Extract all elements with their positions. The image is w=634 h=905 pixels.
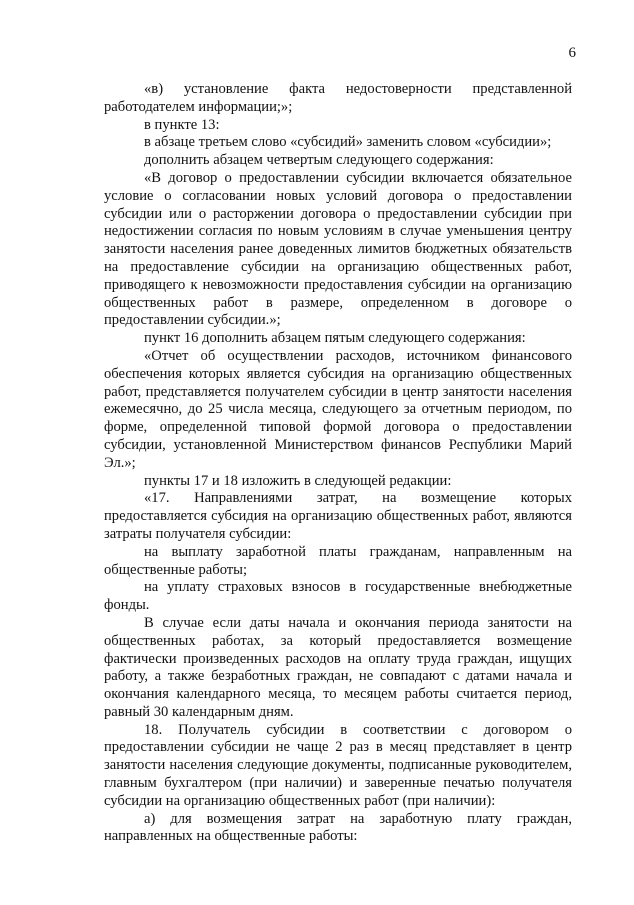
page-number: 6 <box>568 45 576 61</box>
paragraph: пункты 17 и 18 изложить в следующей редакции: <box>144 472 452 489</box>
paragraph: дополнить абзацем четвертым следующего содержания: <box>144 152 494 169</box>
paragraph: «в) установление факта недостоверности представленной работодателем информации;»; <box>104 81 572 115</box>
paragraph: пункт 16 дополнить абзацем пятым следующего содержания: <box>144 330 526 347</box>
document-body <box>104 81 572 846</box>
paragraph: «17. Направлениями затрат, на возмещение которых предоставляется субсидия на организацию общественных работ, являются затраты получателя субсидии: <box>104 490 572 542</box>
paragraph: «Отчет об осуществлении расходов, источником финансового обеспечения которых является субсидия на организацию общественных работ, представляется получателем субсидии в центр занятости населения ежемесячно, до 25 числа месяца, следующего за отчетным периодом, по форме, определенной типовой формой договора о предоставлении субсидии, установленной Министерством финансов Республики Марий Эл.»; <box>104 347 572 471</box>
paragraph: В случае если даты начала и окончания периода занятости на общественных работах, за который предоставляется возмещение фактически произведенных расходов на оплату труда граждан, ищущих работу, а также безработных граждан, не совпадают с датами начала и окончания календарного месяца, то месяцем работы считается период, равный 30 календарным дням. <box>104 614 572 720</box>
paragraph: 18. Получатель субсидии в соответствии с договором о предоставлении субсидии не чаще 2 раз в месяц представляет в центр занятости населения следующие документы, подписанные руководителем, главным бухгалтером (при наличии) и заверенные печатью получателя субсидии на организацию общественных работ (при наличии): <box>104 721 572 809</box>
paragraph: на выплату заработной платы гражданам, направленным на общественные работы; <box>104 543 572 578</box>
paragraph: а) для возмещения затрат на заработную плату граждан, направленных на общественные работы: <box>104 810 572 845</box>
paragraph: в абзаце третьем слово «субсидий» заменить словом «субсидии»; <box>144 134 552 151</box>
paragraph: на уплату страховых взносов в государственные внебюджетные фонды. <box>104 579 572 614</box>
paragraph: «В договор о предоставлении субсидии включается обязательное условие о согласовании новых условий договора о предоставлении субсидии или о расторжении договора о предоставлении субсидии при недостижении согласия по новым условиям в случае уменьшения центру занятости населения ранее доведенных лимитов бюджетных обязательств на предоставление субсидии на организацию общественных работ, приводящего к невозможности предоставления субсидии на организацию общественных работ в размере, определенном в договоре о предоставлении субсидии.»; <box>104 169 572 329</box>
paragraph: в пункте 13: <box>144 116 220 133</box>
